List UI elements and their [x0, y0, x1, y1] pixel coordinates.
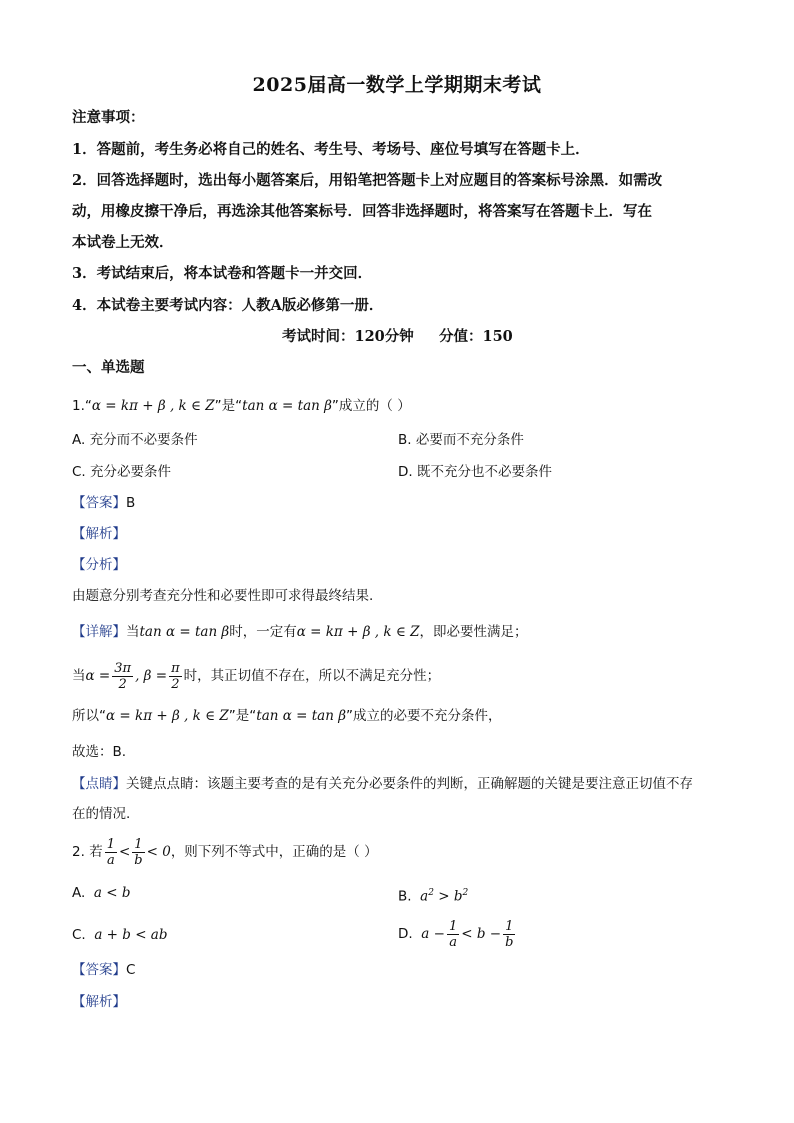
q1-fenxi-text: 由题意分别考查充分性和必要性即可求得最终结果. — [72, 588, 374, 604]
q1-detail-line-4: 故选：B. — [72, 744, 127, 760]
q1-dianjing-line-1: 【点睛】关键点点睛：该题主要考查的是有关充分必要条件的判断，正确解题的关键是要注意正切值不存 — [72, 776, 693, 792]
detail-tag: 【详解】 — [72, 624, 126, 640]
answer-value: B — [126, 495, 136, 511]
q1-detail-line-2: 当α = $\frac{3\pi}{2}$ , β = $\frac{\pi}{2}$ 时，其正切值不存在，所以不满足充分性； — [72, 660, 441, 692]
notice-item-2b: 动，用橡皮擦干净后，再选涂其他答案标号．回答非选择题时，将答案写在答题卡上．写在 — [72, 203, 652, 220]
exam-info: 考试时间：120分钟 分值：150 — [282, 328, 513, 345]
question-2-stem: 2. 若 $\frac{1}{a}$ < $\frac{1}{b}$ < 0，则下列不等式中，正确的是（ ） — [72, 836, 378, 868]
question-number: 1. — [72, 398, 85, 414]
answer-tag: 【答案】 — [72, 962, 126, 978]
fraction: $\frac{3\pi}{2}$ — [114, 660, 132, 692]
q2-answer — [72, 960, 135, 980]
q2-option-b: B. $a^2 > b^2$ — [398, 888, 469, 905]
q2-option-d: D. a − $\frac{1}{a}$ < b − $\frac{1}{b}$ — [398, 918, 514, 950]
fraction: $\frac{1}{a}$ — [106, 836, 115, 868]
fraction: $\frac{\pi}{2}$ — [171, 660, 180, 692]
q1-option-b: B. 必要而不充分条件 — [398, 432, 524, 448]
fraction: $\frac{1}{b}$ — [134, 836, 143, 868]
notice-heading: 注意事项： — [72, 109, 145, 126]
q2-analysis-tag: 【解析】 — [72, 994, 126, 1010]
page-title: 2025届高一数学上学期期末考试 — [252, 74, 542, 96]
notice-item-1: 1．答题前，考生务必将自己的姓名、考生号、考场号、座位号填写在答题卡上． — [72, 141, 590, 158]
question-1-stem: 1.“α = kπ + β , k ∈ Z”是“tan α = tan β”成立的（ ） — [72, 398, 411, 414]
answer-value: C — [126, 962, 136, 978]
notice-item-2c: 本试卷上无效． — [72, 234, 174, 251]
q1-dianjing-line-2: 在的情况. — [72, 806, 131, 822]
q2-option-a: A. a < b — [72, 885, 131, 901]
notice-item-2a: 2．回答选择题时，选出每小题答案后，用铅笔把答题卡上对应题目的答案标号涂黑．如需改 — [72, 172, 663, 189]
question-number: 2. — [72, 844, 85, 860]
section-heading: 一、单选题 — [72, 359, 145, 376]
q1-option-c: C. 充分必要条件 — [72, 464, 172, 480]
fraction: $\frac{1}{b}$ — [505, 918, 514, 950]
fraction: $\frac{1}{a}$ — [448, 918, 458, 950]
answer-tag: 【答案】 — [72, 495, 126, 511]
math-expression: tan α = tan β — [256, 708, 347, 724]
math-expression: tan α = tan β — [139, 624, 230, 640]
q1-fenxi-tag: 【分析】 — [72, 557, 126, 573]
dianjing-tag: 【点睛】 — [72, 776, 126, 792]
q2-option-c: C. a + b < ab — [72, 927, 168, 943]
q1-option-d: D. 既不充分也不必要条件 — [398, 464, 552, 480]
notice-item-3: 3．考试结束后，将本试卷和答题卡一并交回． — [72, 265, 373, 282]
math-expression: α = kπ + β , k ∈ Z — [91, 398, 215, 414]
math-expression: α = kπ + β , k ∈ Z — [106, 708, 229, 724]
math-expression: tan α = tan β — [242, 398, 332, 414]
q1-detail-line-1: 【详解】当tan α = tan β时，一定有α = kπ + β , k ∈ Z，即必要性满足； — [72, 624, 528, 640]
q1-analysis-tag: 【解析】 — [72, 526, 126, 542]
math-expression: α = kπ + β , k ∈ Z — [296, 624, 420, 640]
q1-option-a: A. 充分而不必要条件 — [72, 432, 198, 448]
q1-answer — [72, 493, 135, 513]
notice-item-4: 4．本试卷主要考试内容：人教A版必修第一册． — [72, 297, 384, 314]
q1-detail-line-3: 所以“α = kπ + β , k ∈ Z”是“tan α = tan β”成立的必要不充分条件， — [72, 708, 502, 724]
